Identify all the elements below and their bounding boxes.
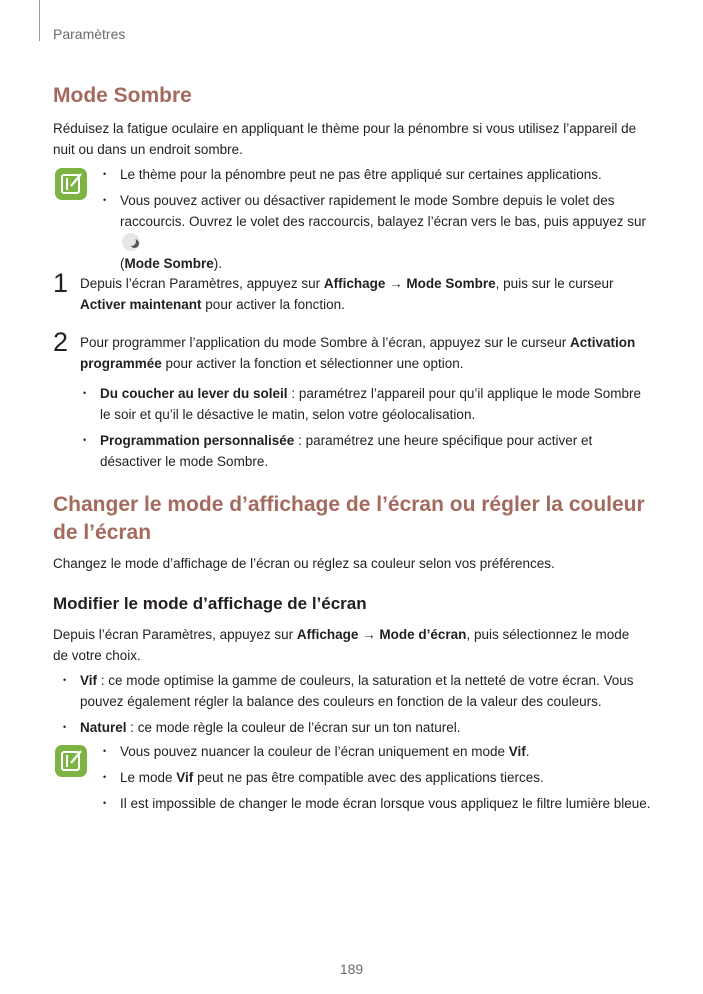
screen-mode-list	[60, 670, 645, 743]
section-title-dark-mode: Mode Sombre	[53, 84, 192, 107]
step-text: Pour programmer l’application du mode Sombre à l’écran, appuyez sur le curseur Activation programmée pour activer la fonction et sélectionner une option.	[80, 335, 636, 371]
list-item: • Programmation personnalisée : paramétrez une heure spécifique pour activer et désactiver le mode Sombre.	[80, 430, 650, 472]
list-item: • Vif : ce mode optimise la gamme de couleurs, la saturation et la netteté de votre écran. Vous pouvez également régler la balance des couleurs en fonction de la valeur des couleurs.	[60, 670, 645, 712]
paragraph: Depuis l’écran Paramètres, appuyez sur Affichage → Mode d’écran, puis sélectionnez le mode de votre choix.	[53, 627, 630, 663]
dark-mode-icon	[122, 233, 140, 251]
page-number: 189	[339, 961, 364, 977]
note-icon	[55, 168, 87, 200]
section-intro-screen-mode: Changez le mode d’affichage de l’écran ou réglez sa couleur selon vos préférences.	[53, 556, 555, 571]
schedule-options-list	[80, 383, 650, 477]
step-number: 1	[53, 268, 69, 298]
note-item: • Vous pouvez nuancer la couleur de l’écran uniquement en mode Vif.	[100, 741, 660, 762]
note-item: • Il est impossible de changer le mode écran lorsque vous appliquez le filtre lumière bleue.	[100, 793, 660, 814]
corner-mark	[39, 0, 40, 41]
note-item: • Le mode Vif peut ne pas être compatible avec des applications tierces.	[100, 767, 660, 788]
section-title-screen-mode: Changer le mode d’affichage de l’écran ou régler la couleur de l’écran	[53, 493, 645, 544]
note-item: • Le thème pour la pénombre peut ne pas être appliqué sur certaines applications.	[100, 164, 650, 185]
list-item: • Du coucher au lever du soleil : paramétrez l’appareil pour qu’il applique le mode Sombre le soir et qu’il le désactive le matin, selon votre géolocalisation.	[80, 383, 650, 425]
step-number: 2	[53, 327, 69, 357]
step-text: Depuis l’écran Paramètres, appuyez sur Affichage → Mode Sombre, puis sur le curseur Activer maintenant pour activer la fonction.	[80, 276, 614, 312]
note-icon	[55, 745, 87, 777]
note-item: • Vous pouvez activer ou désactiver rapidement le mode Sombre depuis le volet des raccourcis. Ouvrez le volet des raccourcis, balayez l’écran vers le bas, puis appuyez sur (Mode Sombre).	[100, 190, 650, 274]
list-item: • Naturel : ce mode règle la couleur de l’écran sur un ton naturel.	[60, 717, 645, 738]
note-list-screen-mode	[100, 741, 660, 819]
section-intro-dark-mode: Réduisez la fatigue oculaire en appliquant le thème pour la pénombre si vous utilisez l’appareil de nuit ou dans un endroit sombre.	[53, 121, 637, 157]
note-list-dark-mode	[100, 164, 650, 279]
page-header: Paramètres	[53, 26, 126, 42]
subsection-title: Modifier le mode d’affichage de l’écran	[53, 594, 367, 613]
